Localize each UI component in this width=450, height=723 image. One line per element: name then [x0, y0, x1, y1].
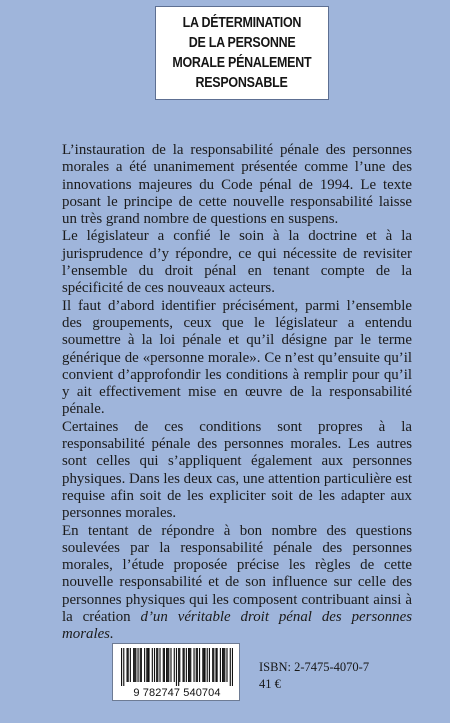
barcode-bar [130, 648, 131, 682]
barcode-bar [140, 648, 141, 682]
barcode-bar [159, 648, 160, 682]
barcode-bar [144, 648, 145, 682]
barcode-bar [186, 648, 187, 682]
barcode-bar [128, 648, 129, 682]
barcode-bar [189, 648, 190, 682]
barcode-bar [170, 648, 171, 682]
barcode-bar [166, 648, 167, 682]
barcode-bar [182, 648, 183, 682]
barcode-bar [146, 648, 147, 682]
barcode-bar [135, 648, 136, 682]
barcode-bar [174, 648, 175, 682]
barcode-bar [168, 648, 169, 682]
barcode-bar [123, 648, 124, 686]
barcode-bar [224, 648, 225, 682]
barcode-bar [156, 648, 157, 682]
title-box [155, 6, 329, 100]
barcode-bar [134, 648, 135, 682]
barcode-bar [133, 648, 134, 682]
title-line-1: LA DÉTERMINATION [182, 15, 302, 31]
title-line-3: MORALE PÉNALEMENT [172, 55, 312, 71]
barcode-bar [163, 648, 164, 682]
barcode-bar [232, 648, 233, 686]
barcode-bar [212, 648, 213, 682]
barcode-bar [222, 648, 223, 682]
summary-paragraph-5 [62, 523, 412, 644]
barcode-bar [179, 648, 180, 682]
barcode-bar [202, 648, 203, 682]
barcode-bar [167, 648, 168, 682]
barcode-bar [154, 648, 155, 682]
barcode-bar [190, 648, 191, 682]
barcode [112, 643, 240, 701]
back-cover-summary [62, 142, 412, 644]
barcode-bar [188, 648, 189, 682]
barcode-bar [204, 648, 205, 682]
summary-paragraph-3: Il faut d’abord identifier précisément, parmi l’ensemble des groupements, ceux que le législateur a entendu soumettre à la loi pénale et qu’il désigne par le terme générique de «personne morale». Ce n’est qu’ensuite qu’il convient d’approfondir les conditions à remplir pour qu’il y ait effectivement mise en œuvre de la responsabilité pénale. [62, 297, 412, 418]
summary-paragraph-4: Certaines de ces conditions sont propres à la responsabilité pénale des personnes morales. Les autres sont celles qui s’appliquent également aux personnes physiques. Dans les deux cas, une attention particulière est requise afin soit de les expliciter soit de les adapter aux personnes morales. [62, 418, 412, 522]
barcode-bar [178, 648, 179, 686]
barcode-bar [223, 648, 224, 682]
barcode-bar [207, 648, 208, 682]
barcode-number: 9 782747 540704 [133, 687, 221, 699]
summary-paragraph-5-text: En tentant de répondre à bon nombre des questions soulevées par la responsabilité pénale des personnes morales, l’étude proposée précise les règles de cette nouvelle responsabilité et de son influence sur celle des personnes physiques qui les composent contribuant ainsi à la création [62, 522, 412, 626]
barcode-bar [148, 648, 149, 682]
barcode-bar [197, 648, 198, 682]
barcode-bar [215, 648, 216, 682]
barcode-bar [126, 648, 127, 682]
barcode-bar [152, 648, 153, 682]
barcode-bar [184, 648, 185, 682]
barcode-bar [199, 648, 200, 682]
title-line-2: DE LA PERSONNE [188, 35, 296, 51]
barcode-bar [209, 648, 210, 682]
title-line-4: RESPONSABLE [195, 75, 289, 91]
barcode-bar [203, 648, 204, 682]
barcode-bar [230, 648, 231, 686]
barcode-bar [141, 648, 142, 682]
summary-paragraph-1: L’instauration de la responsabilité pénale des personnes morales a été unanimement présentée comme l’une des innovations majeures du Code pénal de 1994. Le texte posant le principe de cette nouvelle responsabilité laisse un très grand nombre de questions en suspens. [62, 142, 412, 228]
barcode-bars [121, 648, 233, 686]
summary-paragraph-5-italic: d’un véritable droit pénal des personnes morales. [62, 609, 412, 643]
barcode-bar [157, 648, 158, 682]
barcode-bar [147, 648, 148, 682]
barcode-bar [196, 648, 197, 682]
barcode-bar [164, 648, 165, 682]
barcode-bar [217, 648, 218, 682]
barcode-bar [121, 648, 122, 686]
price: 41 € [259, 677, 281, 691]
barcode-bar [137, 648, 138, 682]
barcode-bar [220, 648, 221, 682]
barcode-bar [193, 648, 194, 682]
summary-paragraph-2: Le législateur a confié le soin à la doctrine et à la jurisprudence d’y répondre, ce qui nécessite de revisiter l’ensemble du droit pénal en tenant compte de la spécificité de ces nouveaux acteurs. [62, 228, 412, 297]
barcode-bar [226, 648, 227, 682]
barcode-bar [213, 648, 214, 682]
isbn: ISBN: 2-7475-4070-7 [259, 660, 370, 674]
barcode-bar [176, 648, 177, 686]
